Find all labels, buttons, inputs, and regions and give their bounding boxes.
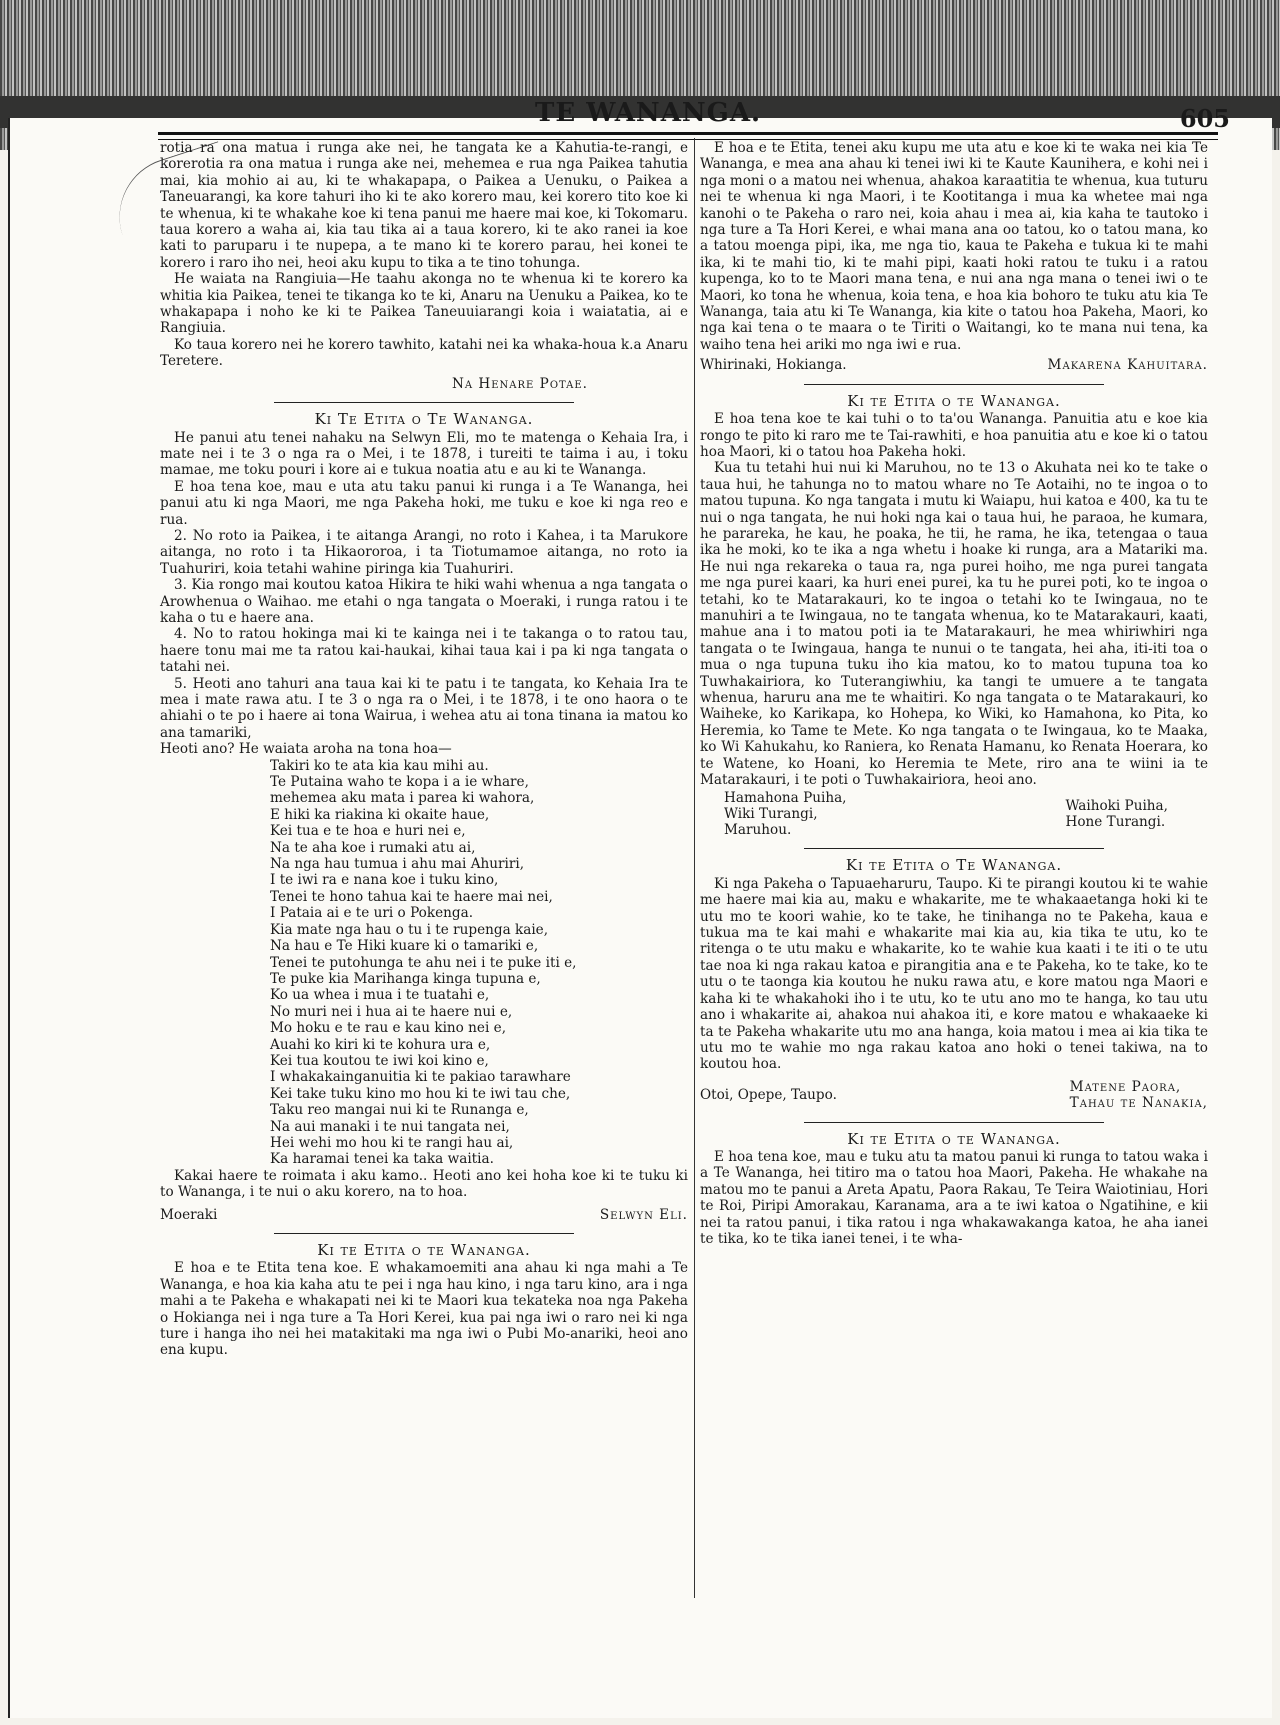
article-paragraph: 4. No to ratou hokinga mai ki te kainga nei i te takanga o to ratou tau, haere tonu mai me ta ratou kai-haukai, kihai taua kai i pa ki nga tangata o tatahi nei. (160, 626, 688, 676)
letter-heading: Ki te Etita o te Wananga. (317, 1241, 531, 1259)
section-rule (274, 1233, 574, 1234)
poem-line: Na aui manaki i te nui tangata nei, (270, 1118, 510, 1135)
poem-line: Ka haramai tenei ka taka waitia. (270, 1151, 494, 1168)
signature: Tahau te Nanakia, (1069, 1095, 1208, 1112)
signature-row (160, 1207, 688, 1223)
signature: Matene Paora, (1069, 1078, 1182, 1095)
signature: Selwyn Eli. (599, 1206, 688, 1223)
poem-line: Taku reo mangai nui ki te Runanga e, (270, 1102, 529, 1119)
signature: Na Henare Potae. (451, 375, 588, 392)
poem-line: Kei tua koutou te iwi koi kino e, (270, 1052, 489, 1069)
signature: Maruhou. (724, 822, 792, 839)
article-paragraph: He waiata na Rangiuia—He taahu akonga no te whenua ki te korero ka whitia kia Paikea, tenei te tikanga ko te ki, Anaru na Uenuku a Paikea, ko te whakapapa i noho ke ki te Paikea Taneuuiarangi koia i waiatatia, ai e Rangiuia. (160, 271, 688, 337)
poem-line: Tenei te hono tahua kai te haere mai nei, (270, 888, 553, 905)
poem-line: No muri nei i hua ai te haere nui e, (270, 1003, 513, 1020)
signature-row (700, 357, 1208, 373)
section-rule (274, 402, 574, 403)
article-paragraph: E hoa e te Etita tena koe. E whakamoemiti ana ahau ki nga mahi a Te Wananga, e hoa kia kaha atu te pei i nga hau kino, i nga taru kino, ara i nga mahi a te Pakeha e whakapati nei ki te Maori kua tekateka noa nga Pakeha o Hokianga nei i nga ture a Ta Hori Kerei, kua pai nga iwi o raro nei ki nga ture i hanga iho nei hei matakitaki ma nga iwi o Pubi Mo-anariki, heoi ano ena kupu. (160, 1260, 688, 1359)
signature-row (700, 1079, 1208, 1112)
poem-line: Ko ua whea i mua i te tuatahi e, (270, 987, 490, 1004)
poem-line: Hei wehi mo hou ki te rangi hau ai, (270, 1134, 514, 1151)
section-rule (804, 384, 1104, 385)
header-rule (158, 132, 1218, 140)
poem-line: I te iwi ra e nana koe i tuku kino, (270, 872, 499, 889)
article-paragraph: 2. No roto ia Paikea, i te aitanga Arangi, no roto i Kahea, i ta Marukore aitanga, no roto i ta Hikaororoa, i ta Tiotumamoe aitanga, no roto ia Tuahuriri, koia tetahi wahine piringa kia Tuahuriri. (160, 527, 688, 577)
article-paragraph: E hoa tena koe, mau e tuku atu ta matou panui ki runga to tatou waka i a Te Wananga, hei titiro ma o tatou hoa Maori, Pakeha. He whakahe na matou mo te panui a Areta Apatu, Paora Rakau, Te Teira Waiotiniau, Hori te Roi, Piripi Amorakau, Karanama, ara a te iwi katoa o Ngatihine, e kii nei ta ratou panui, i tika ratou i nga whakawakanga katoa, he aha ianei te tika, ko te tika ianei tenei, i te wha- (700, 1148, 1208, 1247)
signature-row (160, 376, 688, 392)
column-divider (694, 138, 695, 1598)
poem-line: Kei tua e te hoa e huri nei e, (270, 823, 466, 840)
section-rule (804, 848, 1104, 849)
article-paragraph: He panui atu tenei nahaku na Selwyn Eli, mo te matenga o Kehaia Ira, i mate nei i te 3 o nga ra o Mei, i te 1878, i tureiti te taima i au, i toku mamae, me toku pouri i kore ai e tukua noatia atu e au ki te Wananga. (160, 429, 688, 479)
poem-line: I Pataia ai e te uri o Pokenga. (270, 905, 474, 922)
poem-line: Na nga hau tumua i ahu mai Ahuriri, (270, 856, 525, 873)
poem-line: Te puke kia Marihanga kinga tupuna e, (270, 970, 541, 987)
signature: Waihoki Puiha, (1065, 798, 1168, 815)
right-column (700, 140, 1208, 1247)
poem-line: Tenei te putohunga te ahu nei i te puke iti e, (270, 954, 577, 971)
poem-lead: Heoti ano? He waiata aroha na tona hoa— (160, 741, 452, 758)
article-paragraph: 3. Kia rongo mai koutou katoa Hikira te hiki wahi whenua a nga tangata o Arowhenua o Waihao. me etahi o nga tangata o Moeraki, i runga ratou i te kaha o tu e haere ana. (160, 577, 688, 626)
article-paragraph: E hoa tena koe te kai tuhi o to ta'ou Wananga. Panuitia atu e koe kia rongo te pito ki raro me te Tai-rawhiti, e hoa panuitia atu e koe ki o tatou hoa Maori, ki o tatou hoa Pakeha hoki. (700, 411, 1208, 460)
poem-line: I whakakainganuitia ki te pakiao tarawhare (270, 1069, 571, 1086)
signature: Hone Turangi. (1065, 814, 1166, 831)
page-number: 605 (1179, 104, 1230, 133)
article-paragraph: Kua tu tetahi hui nui ki Maruhou, no te 13 o Akuhata nei ko te take o taua hui, he tahunga no to matou whare no Te Aotaihi, no te ingoa o to matou tupuna. Ko nga tangata i mutu ki Waiapu, hui katoa e 400, ka tu te nui o nga tangata, he nui hoki nga kai o taua hui, he paraoa, he kumara, he parareka, he kau, he poaka, he tii, he rama, he ika, tetengaa o taua ika he moki, ko te ika a nga whetu i hoake ki runga, ara a Matariki ma. He nui nga rekareka o taua ra, nga purei hoiho, me nga purei tangata me nga purei kaari, ka huri enei purei, ka tu he purei poti, ko te ingoa o tetahi, ko te Matarakauri, ko te ingoa o tetahi ko te Iwingaua, no te manuhiri a te Iwingaua, no te tangata whenua, ko te Matarakauri, kaati, mahue ana i to matou poti ia te Matarakauri, he mea whiriwhiri nga tangata o te Iwingaua, hanga te nunui o te tangata, hei aha, iti-iti toa o mua o nga tupuna tuku iho kia matou, ko to matou tupuna toa ko Tuwhakairiora, ko Tuterangiwhiu, ka tangi te umuere a te tangata whenua, haruru ana me te whaitiri. Ko nga tangata o te Matarakauri, ko Waiheke, ko Karikapa, ko Hohepa, ko Wiki, ko Hamahona, ko Pita, ko Heremia, ko Tame te Mete. Ko nga tangata o te Iwingaua, ko te Maaka, ko Wi Kahukahu, ko Raniera, ko Renata Hamanu, ko Renata Hoerara, ko te Watene, ko Hoani, ko Heremia te Mete, riro ana te wiini ia te Matarakauri, i te poti o Tuwhakairiora, heoi ano. (700, 460, 1208, 789)
poem-line: Na te aha koe i rumaki atu ai, (270, 839, 476, 856)
poem-line: Te Putaina waho te kopa i a ie whare, (270, 774, 529, 791)
article-paragraph: E hoa e te Etita, tenei aku kupu me uta atu e koe ki te waka nei kia Te Wananga, e mea ana ahau ki tenei iwi ki te Kaute Kaunihera, e kohi nei i nga moni o a matou nei whenua, ahakoa karaatitia te whenua, kua tuturu nei te whenua ki nga Maori, i te Kootitanga i mua ka whetee mai nga kanohi o te Pakeha o raro nei, koia ahau i mea ai, kia kaha te tautoko i nga ture a Ta Hori Kerei, e whai mana ana oo tatou, ko o tatou mana, ko a tatou moenga pipi, ika, me nga tio, kaua te Pakeha e tukua ki te mahi ika, ki te mahi tio, ki te mahi pipi, kaati hoki ratou te tuku i a ratou kupenga, ko to te Maori mana tena, e nui ana nga mana o tenei iwi o te Maori, ko tona he whenua, koia tena, e hoa kia bohoro te tuku atu kia Te Wananga, taia atu ki Te Wananga, kia kite o tatou hoa Pakeha, Maori, ko nga kai tena o te maara o te Tiriti o Waitangi, ko te mana nui tena, ka waiho tena hei ariki mo nga iwi e rua. (700, 140, 1208, 353)
article-paragraph: Ki nga Pakeha o Tapuaeharuru, Taupo. Ki te pirangi koutou ki te wahie me haere mai kia au, maku e whakarite, me te whakaaetanga hoki ki te utu mo te koori wahie, ko te take, he tinihanga no te Pakeha, kaua e tukua ma te kai mahi e whakarite mai kia au, kia tika te utu, ko te ritenga o te utu maku e whakarite, ko te wahie kua kaati i te iti o te utu tae noa ki nga rakau katoa e pirangitia ana e te Pakeha, ko te take, ko te utu o te taonga kia koutou he nuku rawa atu, e kore matou nga Maori e kaha ki te whakahoki iho i te utu, ko te utu ano mo te hanga, ko tau utu ano i whakarite ai, ahakoa nui ahakoa iti, e kore matou e whakaaeke ki ta te Pakeha whakarite utu mo ana hanga, koia matou i mea ai kia tika te utu mo te wahie mo nga rakau katoa ano hoki o tenei takiwa, na to koutou hoa. (700, 875, 1208, 1073)
section-rule (804, 1122, 1104, 1123)
signature: Wiki Turangi, (724, 806, 818, 823)
poem-line: Na hau e Te Hiki kuare ki o tamariki e, (270, 938, 539, 955)
poem-line: mehemea aku mata i parea ki wahora, (270, 790, 535, 807)
poem-line: Auahi ko kiri ki te kohura ura e, (270, 1036, 491, 1053)
place: Whirinaki, Hokianga. (700, 357, 847, 374)
letter-heading: Ki Te Etita o Te Wananga. (314, 410, 534, 429)
poem (160, 758, 688, 1168)
poem-line: E hiki ka riakina ki okaite haue, (270, 806, 490, 823)
signature: Hamahona Puiha, (724, 790, 847, 807)
article-paragraph: Ko taua korero nei he korero tawhito, katahi nei ka whaka-houa k.a Anaru Teretere. (160, 336, 688, 370)
article-paragraph: E hoa tena koe, mau e uta atu taku panui ki runga i a Te Wananga, hei panui atu ki nga Maori, me nga Pakeha hoki, me tuku e koe ki nga reo e rua. (160, 478, 688, 528)
place: Otoi, Opepe, Taupo. (700, 1086, 837, 1103)
newspaper-title: TE WANANGA. (535, 98, 762, 128)
article-paragraph: rotia ra ona matua i runga ake nei, he tangata ke a Kahutia-te-rangi, e korerotia ra ona matua i runga ake nei, mehemea e rua nga Paikea tahutia mai, kia mohio ai au, ki te whakapapa, o Paikea a Uenuku, o Paikea a Taneuarangi, ka kore tahuri iho ki te ako korero mau, kei korero tito koe ki te whenua, ki te whakahe koe ki tena panui me haere mai koe, ki Tokomaru. taua korero a waha ai, kia tau tika ai a taua korero, ki te ako ranei ia koe kati to paruparu i te nupepa, a te mano ki te korero parau, hei konei te korero i raro iho nei, heoi aku kupu to tika a te tino tohunga. (160, 140, 688, 271)
place: Moeraki (160, 1206, 218, 1223)
letter-heading: Ki te Etita o Te Wananga. (845, 856, 1063, 875)
signature-block (700, 790, 1208, 838)
poem-line: Kia mate nga hau o tu i te rupenga kaie, (270, 921, 549, 938)
poem-line: Mo hoku e te rau e kau kino nei e, (270, 1020, 507, 1037)
article-paragraph: Kakai haere te roimata i aku kamo.. Heoti ano kei hoha koe ki te tuku ki to Wananga, i te nui o aku korero, na to hoa. (160, 1167, 688, 1201)
letter-heading: Ki te Etita o te Wananga. (847, 391, 1061, 410)
left-column (160, 140, 688, 1359)
poem-line: Takiri ko te ata kia kau mihi au. (270, 757, 489, 774)
poem-line: Kei take tuku kino mo hou ki te iwi tau che, (270, 1085, 571, 1102)
signature: Makarena Kahuitara. (1047, 357, 1208, 374)
article-paragraph: 5. Heoti ano tahuri ana taua kai ki te patu i te tangata, ko Kehaia Ira te mea i mate rawa atu. I te 3 o nga ra o Mei, i te 1878, i te ono haora o te ahiahi o te po i haere ai tona Wairua, i wehea atu ai tona tinana ia matou ko ana tamariki, (160, 675, 688, 741)
letter-heading: Ki te Etita o te Wananga. (847, 1129, 1061, 1148)
